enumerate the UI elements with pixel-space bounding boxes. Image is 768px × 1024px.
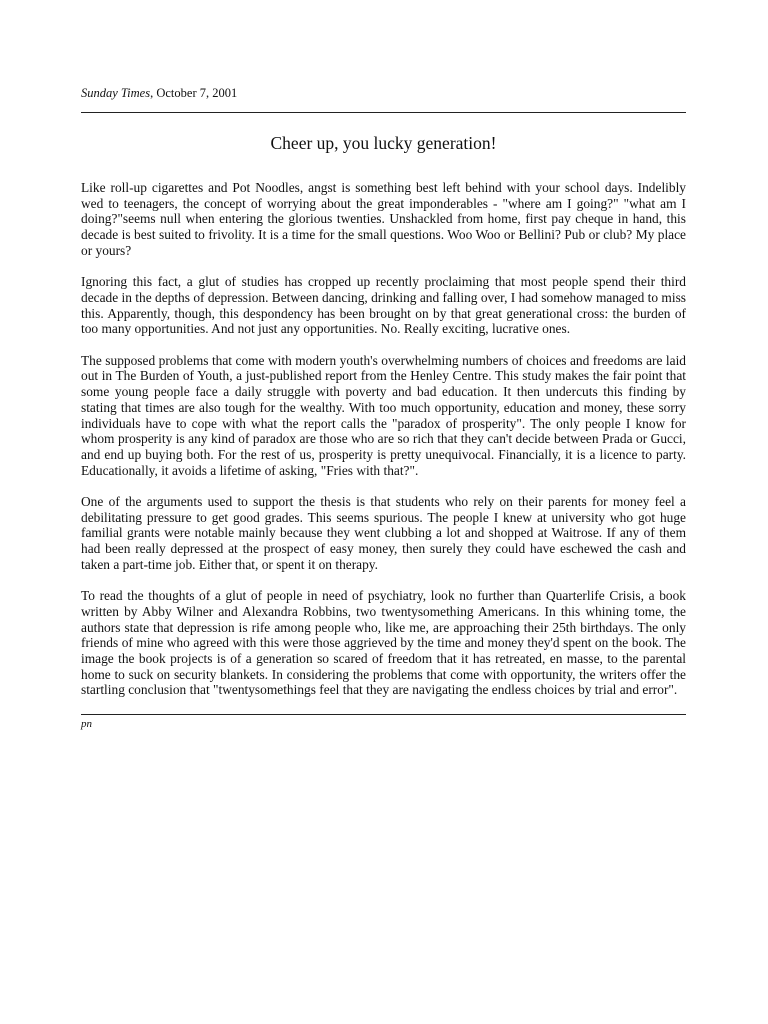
document-page [81,84,686,731]
paragraph-1: Like roll-up cigarettes and Pot Noodles, angst is something best left behind with your school days. Indelibly wed to teenagers, the concept of worrying about the great imponderables - "where am I going?" "what am I doing?"seems null when entering the glorious twenties. Unshackled from home, first pay cheque in hand, this decade is best suited to frivolity. It is a time for the small questions. Woo Woo or Bellini? Pub or club? My place or yours? [81,180,686,258]
source-line [81,84,686,102]
bottom-divider [81,714,686,715]
publication-date: , October 7, 2001 [150,86,238,100]
article-title: Cheer up, you lucky generation! [270,133,497,153]
publication-name: Sunday Times [81,86,151,100]
paragraph-5: To read the thoughts of a glut of people in need of psychiatry, look no further than Quarterlife Crisis, a book written by Abby Wilner and Alexandra Robbins, two twentysomething Americans. In this whining tome, the authors state that depression is rife among people who, like me, are approaching their 25th birthdays. The only friends of mine who agreed with this were those aggrieved by the time and money they'd spent on the book. The image the book projects is of a generation so scared of freedom that it has retreated, en masse, to the parental home to suck on security blankets. In considering the problems that come with opportunity, the writers offer the startling conclusion that "twentysomethings feel that they are navigating the endless choices by trial and error". [81,588,686,698]
paragraph-4: One of the arguments used to support the thesis is that students who rely on their parents for money feel a debilitating pressure to get good grades. This seems spurious. The people I knew at university who got huge familial grants were notable mainly because they went clubbing a lot and shopped at Waitrose. If any of them had been really depressed at the prospect of easy money, then surely they could have eschewed the cash and taken a part-time job. Either that, or spent it on therapy. [81,494,686,572]
paragraph-3: The supposed problems that come with modern youth's overwhelming numbers of choices and freedoms are laid out in The Burden of Youth, a just-published report from the Henley Centre. This study makes the fair point that some young people face a daily struggle with poverty and bad education. It then undercuts this finding by stating that times are also tough for the wealthy. With too much opportunity, education and money, these sorry individuals have to cope with what the report calls the "paradox of prosperity". The only people I know for whom prosperity is any kind of paradox are those who are so rich that they can't decide between Prada or Gucci, and end up buying both. For the rest of us, prosperity is pretty unequivocal. Financially, it is a licence to party. Educationally, it avoids a lifetime of asking, "Fries with that?". [81,352,686,478]
paragraph-2: Ignoring this fact, a glut of studies has cropped up recently proclaiming that most people spend their third decade in the depths of depression. Between dancing, drinking and falling over, I had somehow managed to miss this. Apparently, though, this despondency has been brought on by that great generational cross: the burden of too many opportunities. And not just any opportunities. No. Really exciting, lucrative ones. [81,274,686,337]
footer-initials: pn [81,717,92,730]
top-divider [81,112,686,113]
article-body [81,180,686,698]
